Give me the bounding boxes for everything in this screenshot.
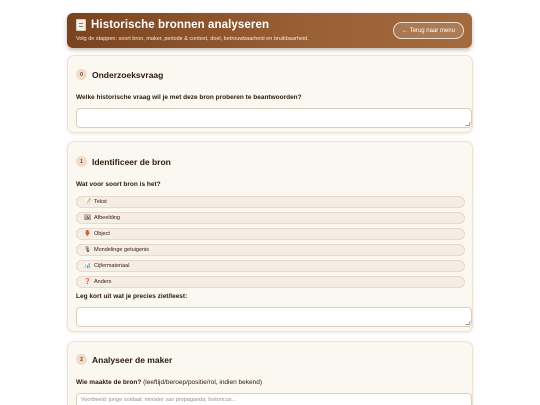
option-mondelinge-getuigenis[interactable] — [76, 244, 465, 256]
section-identify-source — [67, 141, 473, 332]
option-object[interactable] — [76, 228, 465, 240]
question-label-hint: (leeftijd/beroep/positie/rol, indien bekend) — [141, 379, 263, 386]
option-tekst[interactable] — [76, 196, 465, 208]
step-number-badge: 1 — [76, 156, 87, 167]
option-label: Anders — [94, 279, 112, 285]
memo-icon: 📝 — [84, 199, 91, 205]
page-title: Historische bronnen analyseren — [91, 19, 270, 31]
document-icon — [76, 19, 86, 31]
question-icon: ❓ — [84, 279, 91, 285]
bar-chart-icon: 📊 — [84, 263, 91, 269]
resize-handle-icon[interactable] — [465, 321, 470, 325]
resize-handle-icon[interactable] — [465, 122, 470, 126]
question-label: Leg kort uit wat je precies ziet/leest: — [76, 293, 188, 300]
picture-icon: 🖼 — [84, 215, 91, 221]
research-question-textarea[interactable] — [76, 108, 472, 128]
section-header — [76, 354, 172, 365]
question-label-bold: Wie maakte de bron? — [76, 379, 142, 386]
vase-icon: 🏺 — [84, 231, 91, 237]
question-label: Welke historische vraag wil je met deze bron proberen te beantwoorden? — [76, 94, 302, 101]
section-title: Onderzoeksvraag — [92, 69, 164, 80]
option-cijfermateriaal[interactable] — [76, 260, 465, 272]
option-label: Afbeelding — [94, 215, 120, 221]
section-header — [76, 156, 171, 167]
section-title: Analyseer de maker — [92, 354, 173, 365]
page-subtitle: Volg de stappen: soort bron, maker, periode & context, doel, betrouwbaarheid en bruikbaarheid. — [76, 36, 309, 42]
step-number-badge: 2 — [76, 354, 87, 365]
source-description-textarea[interactable] — [76, 307, 472, 327]
step-number-badge: 0 — [76, 69, 87, 80]
section-title: Identificeer de bron — [92, 156, 171, 167]
option-label: Mondelinge getuigenis — [94, 247, 150, 253]
section-header — [76, 69, 163, 80]
back-to-menu-button[interactable]: ← Terug naar menu — [393, 22, 464, 39]
microphone-icon: 🎙 — [84, 247, 91, 253]
maker-input[interactable] — [76, 393, 472, 405]
section-analyze-maker — [67, 341, 473, 405]
option-label: Cijfermateriaal — [94, 263, 130, 269]
option-afbeelding[interactable] — [76, 212, 465, 224]
option-anders[interactable] — [76, 276, 465, 288]
app-header — [67, 13, 472, 48]
option-label: Object — [94, 231, 110, 237]
header-title-row — [76, 19, 269, 31]
maker-input-placeholder: Voorbeeld: jonge soldaat; minister van propaganda; historicus... — [81, 397, 237, 403]
question-label: Wat voor soort bron is het? — [76, 181, 161, 188]
question-label — [76, 379, 262, 386]
section-research-question — [67, 55, 473, 133]
option-label: Tekst — [94, 199, 107, 205]
